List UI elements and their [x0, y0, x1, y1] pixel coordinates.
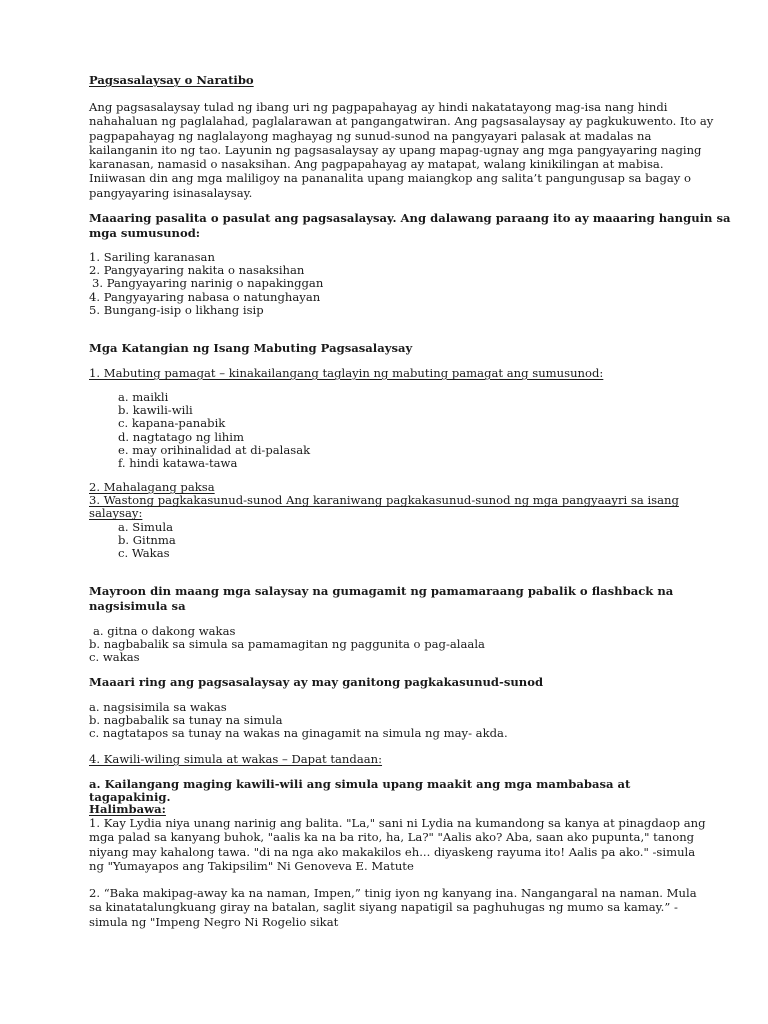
flashback-list [89, 625, 689, 665]
list-item: c. kapana-panabik [118, 416, 226, 431]
text-line: mga palad sa kanyang buhok, "aalis ka na ba rito, ha, La?" "Aalis ako? Aba, saan ako pupunta," tanong [89, 830, 695, 845]
sequence-list [89, 701, 689, 741]
list-item: d. nagtatago ng lihim [118, 429, 244, 444]
text-line: nahahaluan ng paglalahad, paglalarawan at pangangatwiran. Ang pagsasalaysay ay pagkukuwento. Ito ay [89, 114, 714, 129]
example-heading: Halimbawa: [89, 802, 166, 816]
criterion-item: 3. Wastong pagkakasunud-sunod Ang karaniwang pagkakasunud-sunod ng mga pangyaayri sa isang [89, 493, 679, 508]
text-line: 1. Kay Lydia niya unang narinig ang balita. "La," sani ni Lydia na kumandong sa kanya at pinagdaop ang [89, 816, 706, 830]
text-line: niyang may kahalong tawa. "di na nga ako makakilos eh... diyaskeng rayuma ito! Aalis pa ako." -simula [89, 844, 696, 859]
list-item: f. hindi katawa-tawa [118, 456, 238, 471]
criteria-continued [89, 481, 689, 560]
title-criteria-list [89, 391, 689, 470]
list-item: 4. Pangyayaring nabasa o natunghayan [89, 289, 321, 304]
example-2 [89, 886, 697, 929]
sources-paragraph [89, 211, 731, 241]
text-line: mga sumusunod: [89, 226, 201, 240]
text-line: kailanganin ito ng tao. Layunin ng pagsasalaysay ay upang mapag-ugnay ang mga pangyayaring naging [89, 142, 702, 157]
text-line: sa kinatatalungkuang giray na batalan, saglit siyang napatigil sa paghuhugas ng mumo sa kamay.” - [89, 900, 678, 915]
list-item: 5. Bungang-isip o likhang isip [89, 302, 264, 317]
list-item: c. Wakas [118, 546, 170, 561]
list-item: c. nagtatapos sa tunay na wakas na ginagamit na simula ng may- akda. [89, 726, 508, 741]
list-item: 3. Pangyayaring narinig o napakinggan [92, 276, 324, 291]
list-item: 2. Pangyayaring nakita o nasaksihan [89, 263, 305, 278]
text-line: simula ng "Impeng Negro Ni Rogelio sikat [89, 914, 339, 929]
document-title: Pagsasalaysay o Naratibo [89, 73, 254, 87]
section-heading: Mga Katangian ng Isang Mabuting Pagsasalaysay [89, 341, 413, 355]
example-1 [89, 816, 706, 873]
tip-paragraph: a. Kailangang maging kawili-wili ang simula upang maakit ang mga mambabasa at tagapakinig. [89, 777, 631, 805]
text-line: karanasan, namasid o nasaksihan. Ang pagpapahayag ay matapat, walang kinikilingan at mabisa. [89, 157, 664, 172]
list-item: c. wakas [89, 650, 140, 665]
sequence-paragraph: Maaari ring ang pagsasalaysay ay may ganitong pagkakasunud-sunod [89, 675, 544, 689]
list-item: b. kawili-wili [118, 403, 193, 418]
intro-paragraph [89, 100, 714, 200]
list-item: b. nagbabalik sa simula sa pamamagitan ng paggunita o pag-alaala [89, 637, 485, 652]
text-line: Mayroon din maang mga salaysay na gumagamit ng pamamaraang pabalik o flashback na [89, 584, 674, 598]
list-item: b. nagbabalik sa tunay na simula [89, 713, 283, 728]
list-item: b. Gitnma [118, 532, 176, 547]
list-item: a. gitna o dakong wakas [93, 624, 236, 638]
list-item: e. may orihinalidad at di-palasak [118, 442, 311, 457]
text-line: pagpapahayag ng naglalayong maghayag ng sunud-sunod na pangyayari palasak at madalas na [89, 128, 652, 143]
text-line: Ang pagsasalaysay tulad ng ibang uri ng pagpapahayag ay hindi nakatatayong mag-isa nang hindi [89, 100, 668, 114]
text-line: ng "Yumayapos ang Takipsilim" Ni Genoveva E. Matute [89, 858, 414, 873]
text-line: Iniiwasan din ang mga maliligoy na pananalita upang maiangkop ang salita’t pangungusap sa bagay o [89, 171, 692, 186]
criterion-item: 2. Mahalagang paksa [89, 480, 215, 494]
criterion-item: 4. Kawili-wiling simula at wakas – Dapat tandaan: [89, 752, 383, 766]
list-item: a. nagsisimila sa wakas [89, 700, 227, 714]
criterion-item: 1. Mabuting pamagat – kinakailangang taglayin ng mabuting pamagat ang sumusunod: [89, 366, 604, 380]
criterion-item: salaysay: [89, 506, 143, 521]
text-line: nagsisimula sa [89, 599, 186, 613]
sources-list [89, 251, 689, 317]
list-item: a. Simula [118, 519, 174, 534]
list-item: 1. Sariling karanasan [89, 250, 215, 264]
text-line: Maaaring pasalita o pasulat ang pagsasalaysay. Ang dalawang paraang ito ay maaaring hanguin sa [89, 211, 731, 225]
text-line: pangyayaring isinasalaysay. [89, 185, 253, 200]
list-item: a. maikli [118, 390, 169, 404]
text-line: 2. “Baka makipag-away ka na naman, Impen,” tinig iyon ng kanyang ina. Nangangaral na naman. Mula [89, 886, 697, 900]
flashback-paragraph [89, 584, 689, 614]
